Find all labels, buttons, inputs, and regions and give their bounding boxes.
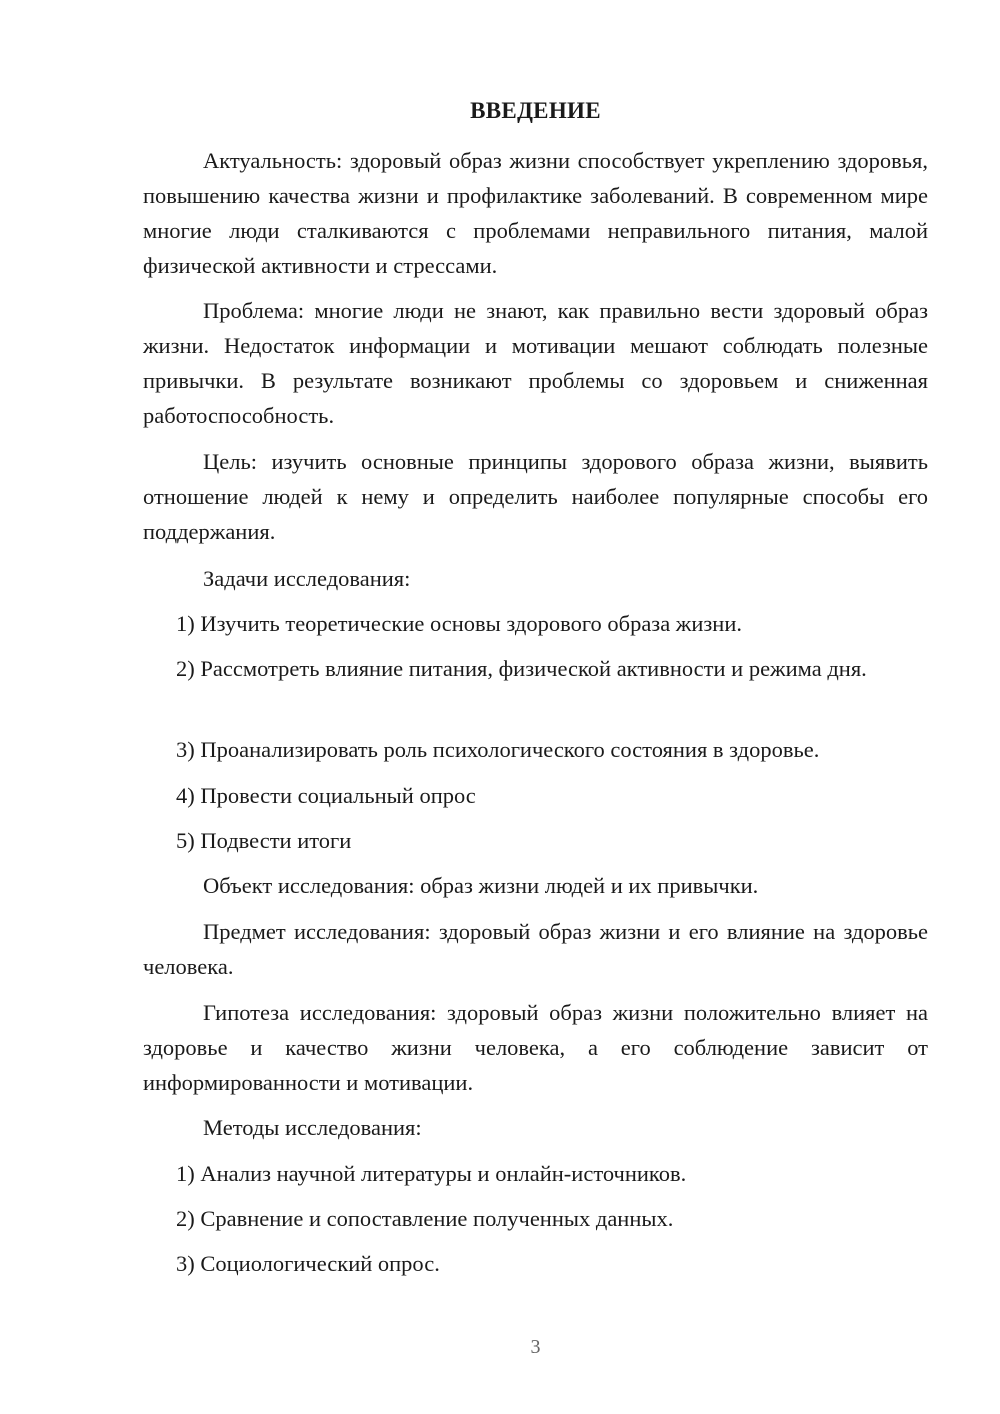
relevance-paragraph: Актуальность: здоровый образ жизни способствует укреплению здоровья, повышению качества жизни и профилактике заболеваний. В современном мире многие люди сталкиваются с проблемами неправильного питания, малой физической активности и стрессами. — [143, 148, 928, 278]
document-page — [143, 0, 928, 1414]
task-item: 5) Подвести итоги — [176, 828, 352, 853]
problem-paragraph: Проблема: многие люди не знают, как правильно вести здоровый образ жизни. Недостаток информации и мотивации мешают соблюдать полезные привычки. В результате возникают проблемы со здоровьем и сниженная работоспособность. — [143, 298, 928, 428]
hypothesis-paragraph: Гипотеза исследования: здоровый образ жизни положительно влияет на здоровье и качество жизни человека, а его соблюдение зависит от информированности и мотивации. — [143, 1000, 928, 1095]
task-item: 3) Проанализировать роль психологического состояния в здоровье. — [176, 737, 820, 762]
task-item: 1) Изучить теоретические основы здорового образа жизни. — [176, 611, 742, 636]
subject-paragraph: Предмет исследования: здоровый образ жизни и его влияние на здоровье человека. — [143, 919, 928, 979]
object-paragraph: Объект исследования: образ жизни людей и их привычки. — [203, 873, 759, 898]
task-item: 2) Рассмотреть влияние питания, физической активности и режима дня. — [176, 656, 867, 681]
tasks-heading: Задачи исследования: — [203, 566, 411, 591]
page-title: ВВЕДЕНИЕ — [470, 98, 601, 123]
method-item: 1) Анализ научной литературы и онлайн-источников. — [176, 1161, 687, 1186]
task-item: 4) Провести социальный опрос — [176, 783, 476, 808]
method-item: 3) Социологический опрос. — [176, 1251, 440, 1276]
methods-heading: Методы исследования: — [203, 1115, 422, 1140]
goal-paragraph: Цель: изучить основные принципы здорового образа жизни, выявить отношение людей к нему и определить наиболее популярные способы его поддержания. — [143, 449, 928, 544]
page-number: 3 — [530, 1336, 541, 1358]
method-item: 2) Сравнение и сопоставление полученных данных. — [176, 1206, 674, 1231]
